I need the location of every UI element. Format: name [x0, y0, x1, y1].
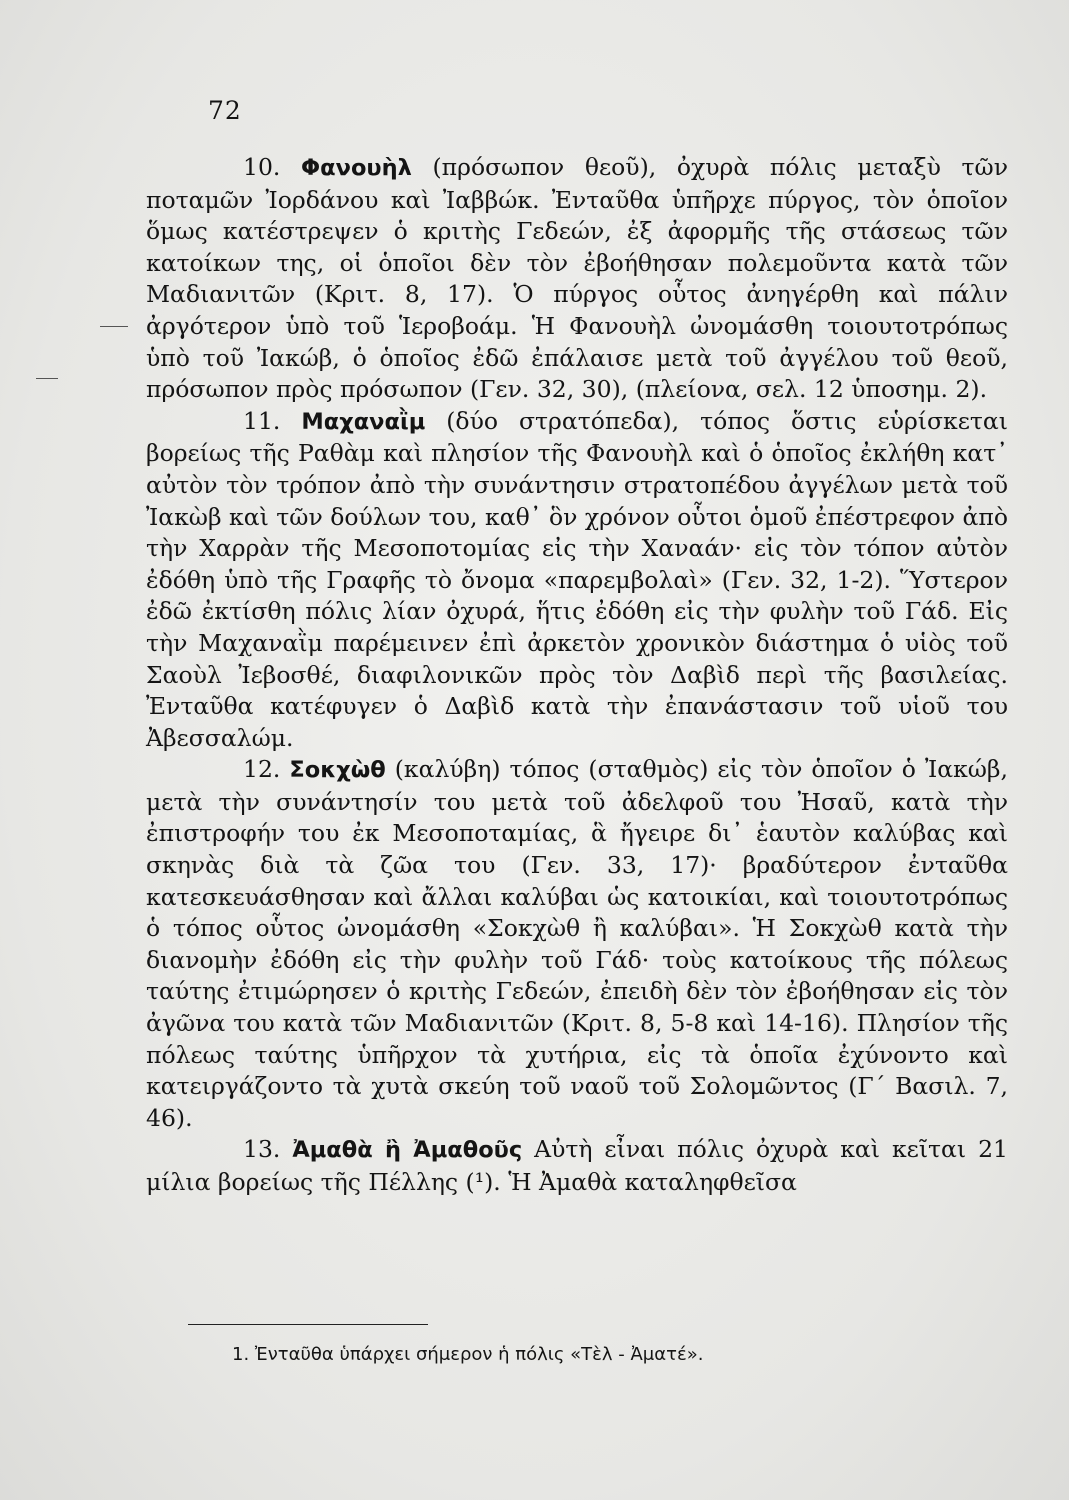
margin-mark: [100, 326, 128, 327]
entry-text: (καλύβη) τόπος (σταθμὸς) εἰς τὸν ὁποῖον ὁ Ἰακώβ, μετὰ τὴν συνάντησίν του μετὰ τοῦ ἀδελφοῦ του Ἠσαῦ, κατὰ τὴν ἐπιστροφήν του ἐκ Μεσοποταμίας, ἃ ἤγειρε δι᾽ ἑαυτὸν καλύβας καὶ σκηνὰς διὰ τὰ ζῶα του (Γεν. 33, 17)· βραδύτερον ἐνταῦθα κατεσκευάσθησαν καὶ ἄλλαι καλύβαι ὡς κατοικίαι, καὶ τοιουτοτρόπως ὁ τόπος οὗτος ὠνομάσθη «Σοκχὼθ ἢ καλύβαι». Ἡ Σοκχὼθ κατὰ τὴν διανομὴν ἐδόθη εἰς τὴν φυλὴν τοῦ Γάδ· τοὺς κατοίκους τῆς πόλεως ταύτης ἐτιμώρησεν ὁ κριτὴς Γεδεών, ἐπειδὴ δὲν τὸν ἐβοήθησαν εἰς τὸν ἀγῶνα του κατὰ τῶν Μαδιανιτῶν (Κριτ. 8, 5-8 καὶ 14-16). Πλησίον τῆς πόλεως ταύτης ὑπῆρχον τὰ χυτήρια, εἰς τὰ ὁποῖα ἐχύνοντο καὶ κατειργάζοντο τὰ χυτὰ σκεύη τοῦ ναοῦ τοῦ Σολομῶντος (Γ´ Βασιλ. 7, 46).: [146, 755, 1008, 1132]
body-text: [146, 152, 1008, 1199]
footnote: 1. Ἐνταῦθα ὑπάρχει σήμερον ἡ πόλις «Τὲλ - Ἀματέ».: [232, 1344, 704, 1365]
entry-title: Μαχαναῒμ: [301, 408, 426, 435]
entry-number: 11.: [243, 406, 281, 435]
entry-title: Φανουὴλ: [301, 155, 412, 181]
entry-text: (πρόσωπον θεοῦ), ὀχυρὰ πόλις μεταξὺ τῶν ποταμῶν Ἰορδάνου καὶ Ἰαββώκ. Ἐνταῦθα ὑπῆρχε πύργος, τὸν ὁποῖον ὅμως κατέστρεψεν ὁ κριτὴς Γεδεών, ἐξ ἀφορμῆς τῆς στάσεως τῶν κατοίκων της, οἱ ὁποῖοι δὲν τὸν ἐβοήθησαν πολεμοῦντα κατὰ τῶν Μαδιανιτῶν (Κριτ. 8, 17). Ὁ πύργος οὗτος ἀνηγέρθη καὶ πάλιν ἀργότερον ὑπὸ τοῦ Ἱεροβοάμ. Ἡ Φανουὴλ ὠνομάσθη τοιουτοτρόπως ὑπὸ τοῦ Ἰακώβ, ὁ ὁποῖος ἐδῶ ἐπάλαισε μετὰ τοῦ ἀγγέλου τοῦ θεοῦ, πρόσωπον πρὸς πρόσωπον (Γεν. 32, 30), (πλείονα, σελ. 12 ὑποσημ. 2).: [146, 153, 1008, 404]
entry-title: Σοκχὼθ: [289, 757, 386, 784]
entry-title: Ἀμαθὰ ἢ Ἀμαθοῦς: [292, 1137, 523, 1164]
entry-12: [146, 754, 1008, 1134]
footnote-divider: [188, 1324, 428, 1325]
entry-number: 12.: [243, 755, 281, 784]
entry-number: 10.: [243, 153, 281, 181]
entry-text: (δύο στρατόπεδα), τόπος ὅστις εὑρίσκεται βορείως τῆς Ραθὰμ καὶ πλησίον τῆς Φανουὴλ καὶ ὁ ὁποῖος ἐκλήθη κατ᾽ αὐτὸν τὸν τρόπον ἀπὸ τὴν συνάντησιν στρατοπέδου ἀγγέλων μετὰ τοῦ Ἰακὼβ καὶ τῶν δούλων του, καθ᾽ ὃν χρόνον οὗτοι ὁμοῦ ἐπέστρεφον ἀπὸ τὴν Χαρρὰν τῆς Μεσοποτομίας εἰς τὴν Χαναάν· εἰς τὸν τόπον αὐτὸν ἐδόθη ὑπὸ τῆς Γραφῆς τὸ ὄνομα «παρεμβολαὶ» (Γεν. 32, 1-2). Ὕστερον ἐδῶ ἐκτίσθη πόλις λίαν ὀχυρά, ἥτις ἐδόθη εἰς τὴν φυλὴν τοῦ Γάδ. Εἰς τὴν Μαχαναῒμ παρέμεινεν ἐπὶ ἀρκετὸν χρονικὸν διάστημα ὁ υἱὸς τοῦ Σαοὺλ Ἰεβοσθέ, διαφιλονικῶν πρὸς τὸν Δαβὶδ περὶ τῆς βασιλείας. Ἐνταῦθα κατέφυγεν ὁ Δαβὶδ κατὰ τὴν ἐπανάστασιν τοῦ υἱοῦ του Ἀβεσσαλώμ.: [146, 406, 1008, 752]
entry-text: Αὐτὴ εἶναι πόλις ὀχυρὰ καὶ κεῖται 21 μίλια βορείως τῆς Πέλλης (¹). Ἡ Ἀμαθὰ καταληφθεῖσα: [146, 1135, 1008, 1196]
entry-10: [146, 152, 1008, 406]
entry-number: 13.: [243, 1135, 281, 1164]
entry-11: [146, 406, 1008, 755]
margin-mark: [36, 378, 58, 379]
page-number: 72: [208, 96, 242, 125]
entry-13: [146, 1134, 1008, 1198]
